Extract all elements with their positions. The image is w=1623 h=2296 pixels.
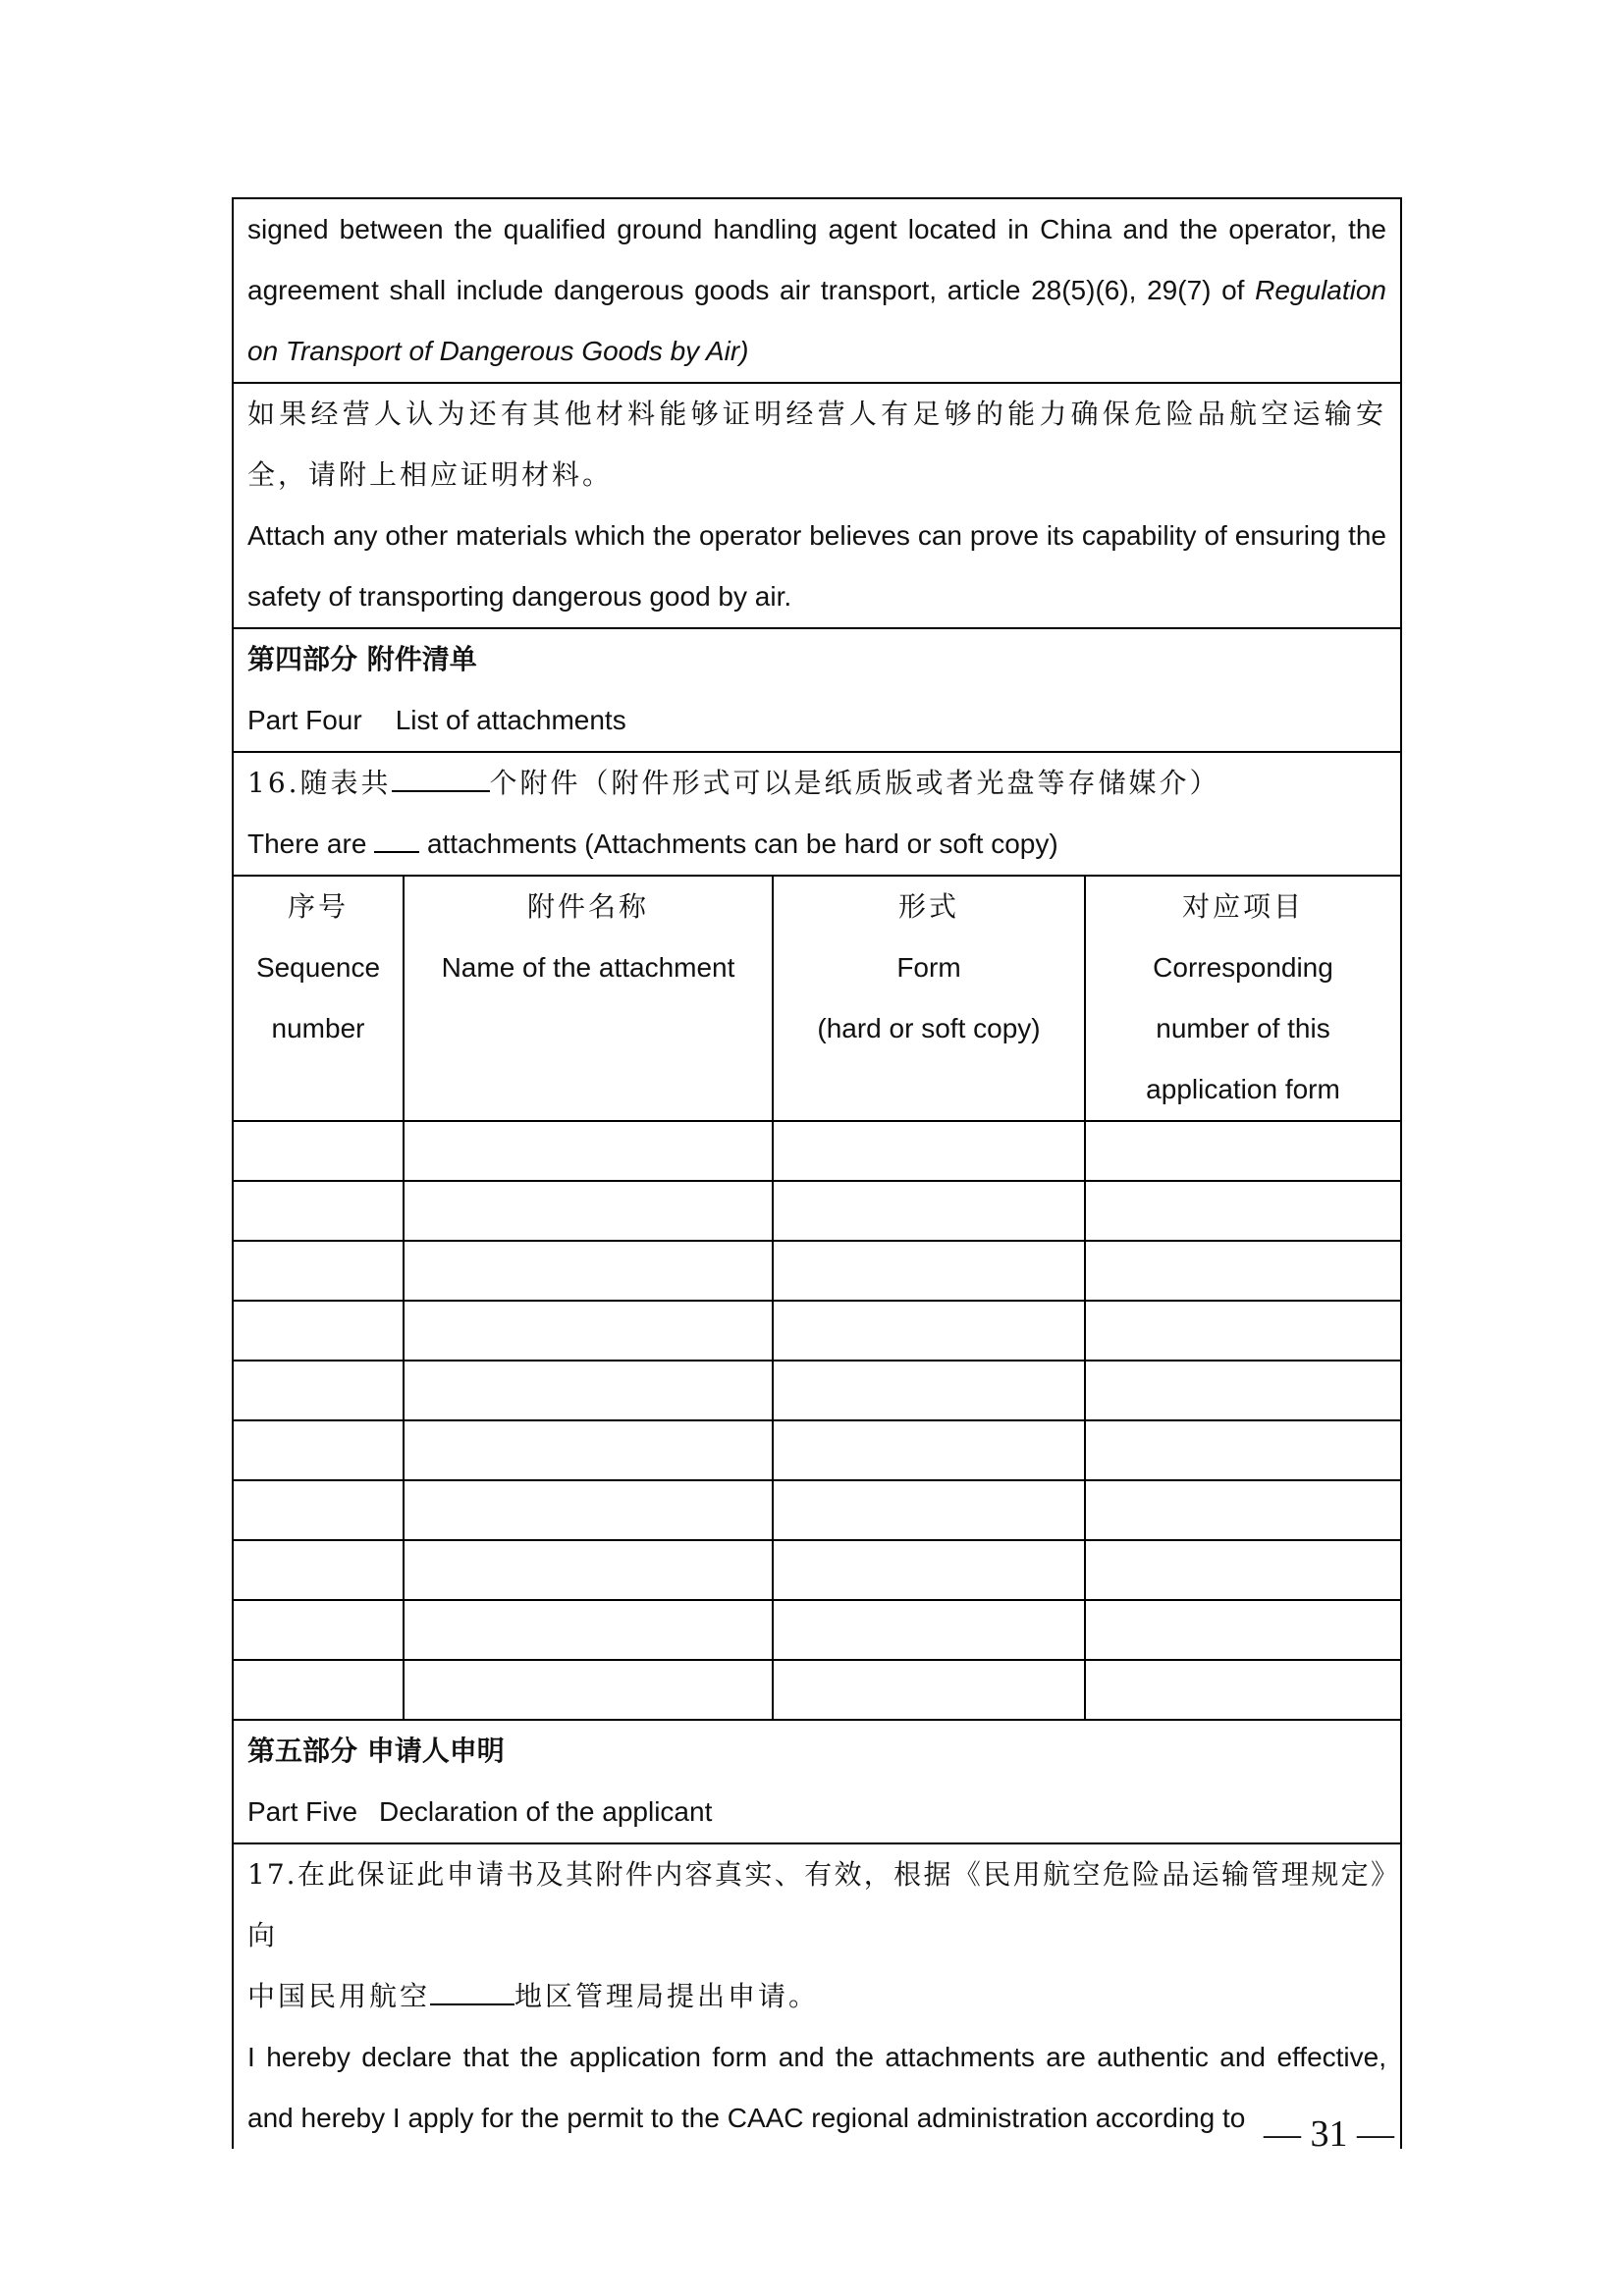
attachment-form-cell[interactable] [773,1181,1085,1241]
attachment-form-cell[interactable] [773,1241,1085,1301]
attachment-item-cell[interactable] [1085,1241,1401,1301]
attachment-name-cell[interactable] [404,1241,773,1301]
item17-en: I hereby declare that the application form and the attachments are authentic and effective, and hereby I apply for the permit to the CAAC regional administration according to [247,2042,1386,2133]
attachment-item-cell[interactable] [1085,1361,1401,1420]
item16-en [247,814,1386,875]
part4-title-row [233,628,1401,752]
attachment-row [233,1660,1401,1720]
attachment-form-cell[interactable] [773,1121,1085,1181]
item16-en-suffix: attachments (Attachments can be hard or soft copy) [419,828,1058,859]
part5-title-row [233,1720,1401,1843]
item16-cell [233,752,1401,876]
item17-cell [233,1843,1401,2149]
attachment-item-cell[interactable] [1085,1181,1401,1241]
application-form-table [232,197,1402,2149]
part5-title-en [247,1782,1386,1842]
header-item-en-3: application form [1146,1074,1340,1104]
attachment-sequence-cell[interactable] [233,1480,404,1540]
attachment-row [233,1480,1401,1540]
attachment-name-cell[interactable] [404,1660,773,1720]
part4-text: List of attachments [395,705,626,735]
other-materials-row [233,383,1401,628]
attachment-item-cell[interactable] [1085,1480,1401,1540]
header-sequence-cn: 序号 [287,890,349,923]
attachment-count-field-en[interactable] [374,820,419,853]
attachment-row [233,1181,1401,1241]
other-materials-cn: 如果经营人认为还有其他材料能够证明经营人有足够的能力确保危险品航空运输安全，请附上相应证明材料。 [247,398,1386,491]
item16-cn [247,753,1386,814]
attachment-form-cell[interactable] [773,1480,1085,1540]
attachment-form-cell[interactable] [773,1600,1085,1660]
attachment-row [233,1420,1401,1480]
header-name-en: Name of the attachment [441,952,735,983]
item16-cn-prefix: 16.随表共 [247,767,392,799]
page-number: — 31 — [1264,2113,1394,2155]
attachment-name-cell[interactable] [404,1361,773,1420]
attachment-item-cell[interactable] [1085,1420,1401,1480]
attachment-row [233,1301,1401,1361]
attachment-name-cell[interactable] [404,1420,773,1480]
attachment-name-cell[interactable] [404,1301,773,1361]
item17-cn-line2 [247,1966,1386,2027]
part3-tail-row [233,198,1401,383]
part3-tail-cell [233,198,1401,383]
attachment-row [233,1121,1401,1181]
header-sequence-en-2: number [271,1013,365,1043]
header-item-cn: 对应项目 [1181,890,1304,923]
header-form-en-1: Form [896,952,961,983]
attachment-form-cell[interactable] [773,1420,1085,1480]
header-name [404,876,773,1121]
attachment-row [233,1241,1401,1301]
attachment-item-cell[interactable] [1085,1660,1401,1720]
regulation-title: Regulation on Transport of Dangerous Goods by Air) [247,275,1386,366]
attachment-name-cell[interactable] [404,1540,773,1600]
attachment-item-cell[interactable] [1085,1540,1401,1600]
attachment-count-field-cn[interactable] [392,759,490,792]
attachment-sequence-cell[interactable] [233,1420,404,1480]
other-materials-cell [233,383,1401,628]
attachments-header-row [233,876,1401,1121]
part5-label: Part Five [247,1796,358,1827]
item17-cn-suffix: 地区管理局提出申请。 [514,1980,820,2012]
item17-row [233,1843,1401,2149]
item17-cn-prefix: 中国民用航空 [247,1980,431,2012]
attachment-row [233,1540,1401,1600]
header-name-cn: 附件名称 [526,890,649,923]
part5-title-cell [233,1720,1401,1843]
attachment-row [233,1361,1401,1420]
attachment-row [233,1600,1401,1660]
attachment-form-cell[interactable] [773,1540,1085,1600]
attachment-name-cell[interactable] [404,1181,773,1241]
attachment-name-cell[interactable] [404,1480,773,1540]
attachment-item-cell[interactable] [1085,1600,1401,1660]
attachment-sequence-cell[interactable] [233,1301,404,1361]
form-frame [232,197,1400,2133]
attachment-form-cell[interactable] [773,1660,1085,1720]
part5-text: Declaration of the applicant [379,1796,713,1827]
part4-label: Part Four [247,705,362,735]
header-item [1085,876,1401,1121]
attachment-name-cell[interactable] [404,1600,773,1660]
header-sequence-en-1: Sequence [255,952,381,983]
attachment-sequence-cell[interactable] [233,1241,404,1301]
header-form-cn: 形式 [897,890,959,923]
header-item-en-2: number of this [1156,1013,1330,1043]
part4-title-cn: 第四部分 附件清单 [247,643,477,675]
regional-administration-field[interactable] [430,1972,514,2005]
header-form [773,876,1085,1121]
part5-title-cn: 第五部分 申请人申明 [247,1735,505,1767]
attachment-sequence-cell[interactable] [233,1600,404,1660]
attachment-sequence-cell[interactable] [233,1181,404,1241]
item17-cn-line1: 17.在此保证此申请书及其附件内容真实、有效，根据《民用航空危险品运输管理规定》向 [247,1858,1386,1951]
part3-tail-text: signed between the qualified ground handling agent located in China and the operator, the agreement shall include dangerous goods air transport, article 28(5)(6), 29(7) of [247,214,1386,305]
attachment-sequence-cell[interactable] [233,1361,404,1420]
other-materials-en: Attach any other materials which the operator believes can prove its capability of ensuring the safety of transporting dangerous good by air. [247,520,1386,612]
header-sequence [233,876,404,1121]
attachment-item-cell[interactable] [1085,1301,1401,1361]
attachment-sequence-cell[interactable] [233,1540,404,1600]
header-item-en-1: Corresponding [1153,952,1333,983]
attachment-form-cell[interactable] [773,1301,1085,1361]
attachment-sequence-cell[interactable] [233,1660,404,1720]
attachment-sequence-cell[interactable] [233,1121,404,1181]
attachment-item-cell[interactable] [1085,1121,1401,1181]
part4-title-en [247,690,1386,751]
item16-en-prefix: There are [247,828,375,859]
attachment-form-cell[interactable] [773,1361,1085,1420]
header-form-en-2: (hard or soft copy) [817,1013,1041,1043]
item16-cn-suffix: 个附件（附件形式可以是纸质版或者光盘等存储媒介） [489,767,1220,799]
item16-row [233,752,1401,876]
attachment-name-cell[interactable] [404,1121,773,1181]
part4-title-cell [233,628,1401,752]
